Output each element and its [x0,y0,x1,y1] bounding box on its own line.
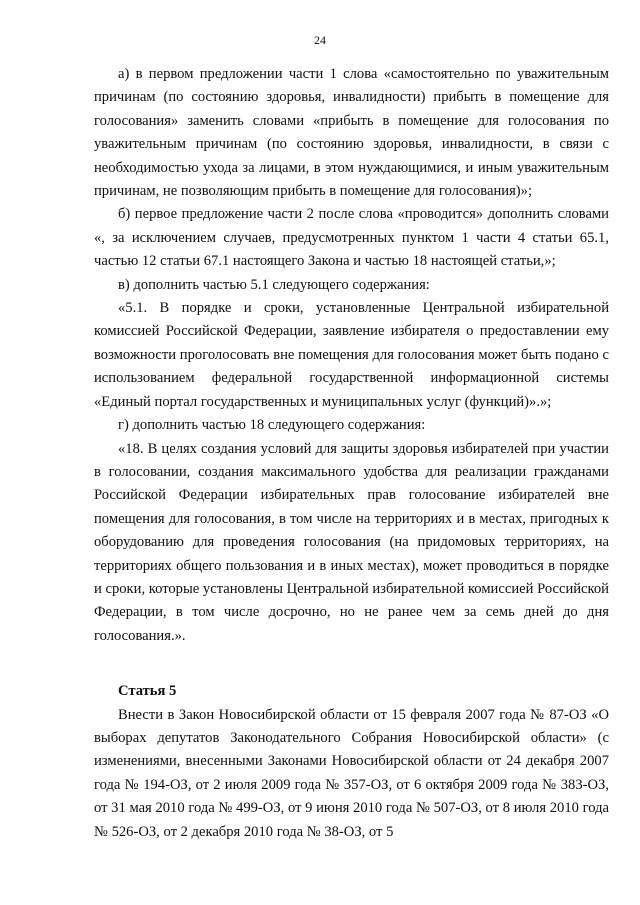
paragraph-5-1: «5.1. В порядке и сроки, установленные Центральной избирательной комиссией Российской Федерации, заявление избирателя о предоставлении ему возможности проголосовать вне помещения для голосования может быть подано с использованием федеральной государственной информационной системы «Единый портал государственных и муниципальных услуг (функций)».»; [94,300,609,410]
article-paragraph: Внести в Закон Новосибирской области от 15 февраля 2007 года № 87-ОЗ «О выборах депутатов Законодательного Собрания Новосибирской области» (с изменениями, внесенными Законами Новосибирской области от 24 декабря 2007 года № 194-ОЗ, от 2 июля 2009 года № 357-ОЗ, от 6 октября 2009 года № 383-ОЗ, от 31 мая 2010 года № 499-ОЗ, от 9 июня 2010 года № 507-ОЗ, от 8 июля 2010 года № 526-ОЗ, от 2 декабря 2010 года № 38-ОЗ, от 5 [94,706,609,840]
paragraph-a: а) в первом предложении части 1 слова «самостоятельно по уважительным причинам (по состоянию здоровья, инвалидности) прибыть в помещение для голосования» заменить словами «прибыть в помещение для голосования по уважительным причинам (по состоянию здоровья, инвалидности, в связи с необходимостью ухода за лицами, в этом нуждающимися, и иным уважительным причинам, не позволяющим прибыть в помещение для голосования)»; [94,66,609,200]
paragraph-g: г) дополнить частью 18 следующего содержания: [118,417,426,434]
article-heading: Статья 5 [118,683,177,700]
paragraph-v: в) дополнить частью 5.1 следующего содержания: [118,276,430,293]
page-number: 24 [314,33,326,47]
document-body [94,63,609,844]
paragraph-18: «18. В целях создания условий для защиты здоровья избирателей при участии в голосовании, создания максимального удобства для реализации гражданами Российской Федерации избирательных прав голосование избирателей вне помещения для голосования, в том числе на территориях и в местах, пригодных к оборудованию для проведения голосования (на придомовых территориях, на территориях общего пользования и в иных местах), может проводиться в порядке и сроки, которые установлены Центральной избирательной комиссией Российской Федерации, в том числе досрочно, но не ранее чем за семь дней до дня голосования.». [94,440,609,644]
paragraph-b: б) первое предложение части 2 после слова «проводится» дополнить словами «, за исключением случаев, предусмотренных пунктом 1 части 4 статьи 65.1, частью 12 статьи 67.1 настоящего Закона и частью 18 настоящей статьи,»; [94,206,609,270]
